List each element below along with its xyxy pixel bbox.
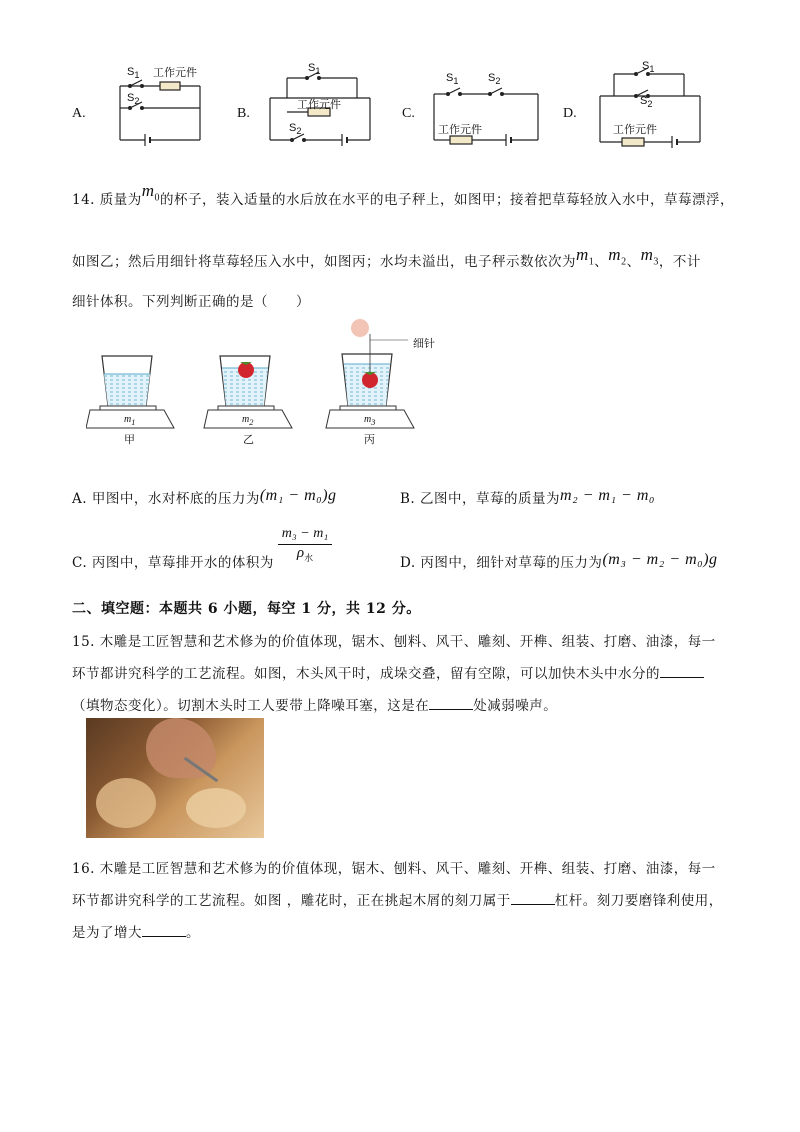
q14-option-c: C. 丙图中，草莓排开水的体积为 [72,555,274,571]
fig-label-jia: 甲 [124,434,135,446]
q14-option-d: D. 丙图中，细针对草莓的压力为(m₃ − m₂ − m₀)g [400,551,718,571]
q15-line2: 环节都讲究科学的工艺流程。如图，木头风干时，成垛交叠，留有空隙，可以加快木头中水分的 [72,666,660,682]
q14-stem-line2b: ，不计 [658,254,701,270]
answer-blank[interactable] [511,892,555,905]
q14-option-c-fraction: m₃ − m₁ $\rho_水$ [278,526,332,564]
q14-stem-line1a: 14. 质量为 [72,192,142,208]
option-b-letter: B. [237,106,250,121]
answer-blank[interactable] [429,697,473,710]
switch-s2-label: S [127,92,135,104]
element-label: 工作元件 [153,67,197,79]
option-c-letter: C. [402,106,415,121]
fig-label-bing: 丙 [364,434,375,446]
needle-label: 细针 [413,338,435,350]
q14-stem-line1b: 的杯子，装入适量的水后放在水平的电子秤上，如图甲；接着把草莓轻放入水中，草莓漂浮， [160,192,735,208]
q14-stem-line3: 细针体积。下列判断正确的是（ ） [72,294,310,310]
wood-carving-photo [86,718,264,838]
option-a-letter: A. [72,106,86,121]
q14-figure [86,318,426,448]
cup-bing [326,319,414,428]
q14-stem-line2a: 如图乙；然后用细针将草莓轻压入水中，如图丙；水均未溢出，电子秤示数依次为 [72,254,576,270]
section-2-title: 二、填空题：本题共 6 小题，每空 1 分，共 12 分。 [72,601,421,617]
fig-label-yi: 乙 [243,434,254,446]
q15-line1: 15. 木雕是工匠智慧和艺术修为的价值体现，锯木、刨料、风干、雕刻、开榫、组装、打磨、油漆，每一 [72,634,716,650]
q16-line1: 16. 木雕是工匠智慧和艺术修为的价值体现，锯木、刨料、风干、雕刻、开榫、组装、打磨、油漆，每一 [72,861,716,877]
answer-blank[interactable] [660,665,704,678]
q14-option-b: B. 乙图中，草莓的质量为m₂ − m₁ − m₀ [400,487,655,507]
switch-s1-label: S [127,66,135,78]
answer-blank[interactable] [142,924,186,937]
q14-option-a: A. 甲图中，水对杯底的压力为(m₁ − m₀)g [72,487,337,507]
hand-icon [351,319,369,337]
option-d-letter: D. [563,106,577,121]
